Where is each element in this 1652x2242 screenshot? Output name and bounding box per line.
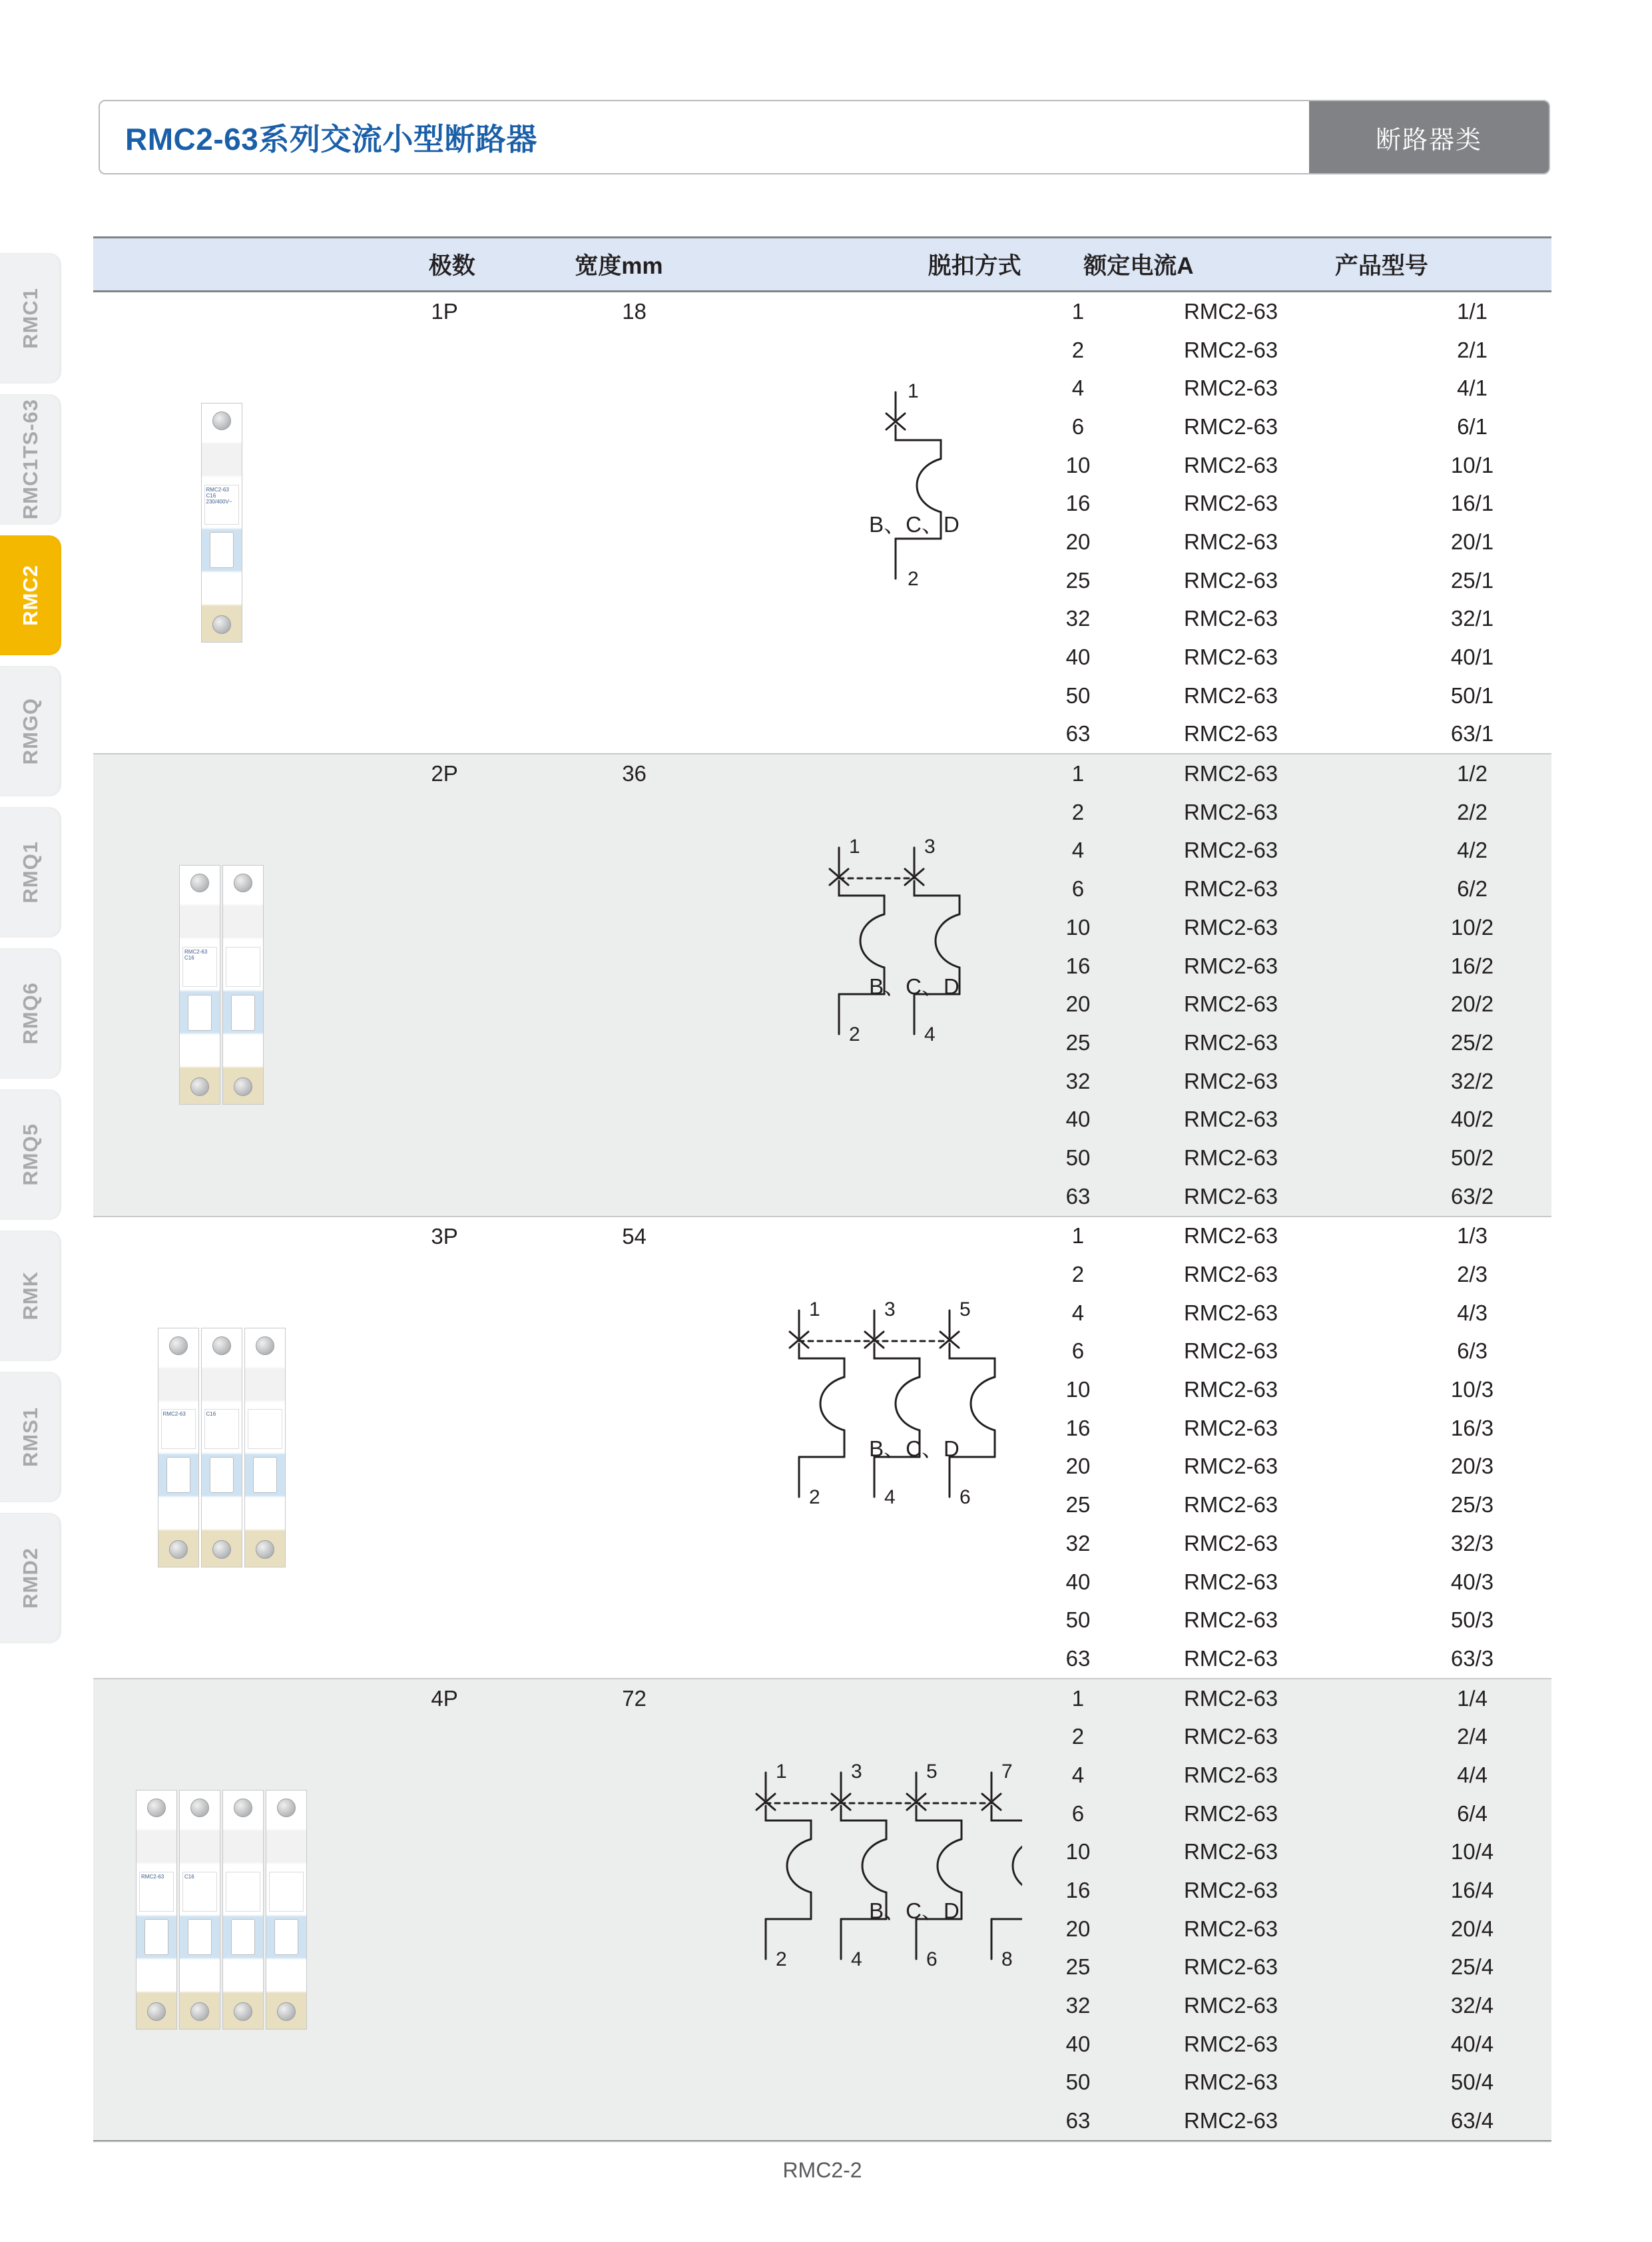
- sidebar-item-label: RMS1: [19, 1406, 42, 1468]
- model-value: RMC2-63: [1183, 876, 1278, 902]
- product-photo-4p: RMC2-63 C16: [93, 1679, 350, 2140]
- model-value: RMC2-63: [1183, 799, 1278, 824]
- svg-text:2: 2: [849, 1023, 860, 1046]
- svg-text:1: 1: [776, 1760, 787, 1783]
- table-row: [999, 2025, 1551, 2064]
- model-suffix: 2/3: [1457, 1262, 1488, 1287]
- table-row: [999, 369, 1551, 408]
- width-value: 18: [622, 299, 647, 324]
- sidebar-item-rmc1[interactable]: [0, 253, 61, 384]
- current-value: 40: [1065, 1107, 1091, 1132]
- table-row: [999, 985, 1551, 1023]
- svg-text:2: 2: [809, 1486, 820, 1508]
- table-row: [999, 523, 1551, 561]
- model-suffix: 63/2: [1450, 1183, 1494, 1209]
- trip-type-3p: B、C、D: [869, 1436, 960, 1462]
- table-row: [999, 1986, 1551, 2025]
- model-value: RMC2-63: [1183, 683, 1278, 708]
- model-suffix: 20/3: [1450, 1454, 1494, 1479]
- sidebar-item-rmq1[interactable]: [0, 807, 61, 938]
- model-value: RMC2-63: [1183, 1645, 1278, 1671]
- page-header: [99, 100, 1550, 174]
- current-value: 10: [1065, 914, 1091, 940]
- current-value: 20: [1065, 1916, 1091, 1941]
- model-suffix: 2/2: [1457, 799, 1488, 824]
- model-value: RMC2-63: [1183, 1607, 1278, 1633]
- current-value: 32: [1065, 606, 1091, 631]
- column-header-trip: 脱扣方式: [928, 253, 1021, 279]
- model-suffix: 6/2: [1457, 876, 1488, 902]
- model-value: RMC2-63: [1183, 1569, 1278, 1594]
- model-suffix: 16/2: [1450, 953, 1494, 978]
- current-value: 10: [1065, 1839, 1091, 1864]
- current-value: 1: [1071, 298, 1085, 324]
- model-value: RMC2-63: [1183, 1145, 1278, 1170]
- model-suffix: 20/1: [1450, 529, 1494, 554]
- current-value: 16: [1065, 491, 1091, 516]
- table-group-4p: [93, 1679, 1551, 2142]
- circuit-symbol-1p: [856, 379, 1029, 645]
- table-row: [999, 1910, 1551, 1948]
- model-suffix: 63/1: [1450, 721, 1494, 746]
- model-suffix: 1/3: [1457, 1223, 1488, 1249]
- category-badge: 断路器类: [1309, 101, 1549, 173]
- model-value: RMC2-63: [1183, 1300, 1278, 1325]
- current-value: 32: [1065, 1068, 1091, 1093]
- current-value: 63: [1065, 1645, 1091, 1671]
- sidebar-item-label: RMQ1: [19, 841, 42, 904]
- current-value: 6: [1071, 1801, 1085, 1826]
- table-row: [999, 408, 1551, 446]
- model-value: RMC2-63: [1183, 1223, 1278, 1249]
- sidebar-item-rmk[interactable]: [0, 1231, 61, 1361]
- column-header-poles: 极数: [428, 253, 475, 279]
- current-value: 4: [1071, 1762, 1085, 1787]
- model-suffix: 50/3: [1450, 1607, 1494, 1633]
- poles-value: 3P: [431, 1223, 458, 1249]
- table-row: [999, 331, 1551, 370]
- model-suffix: 6/1: [1457, 414, 1488, 439]
- model-value: RMC2-63: [1183, 1492, 1278, 1518]
- current-value: 25: [1065, 1029, 1091, 1055]
- current-value: 2: [1071, 799, 1085, 824]
- trip-type-4p: B、C、D: [869, 1898, 960, 1924]
- current-value: 6: [1071, 876, 1085, 902]
- table-row: [999, 1448, 1551, 1486]
- table-row: [999, 1370, 1551, 1409]
- model-value: RMC2-63: [1183, 1530, 1278, 1555]
- current-value: 1: [1071, 1685, 1085, 1711]
- sidebar-item-label: RMQ5: [19, 1123, 42, 1186]
- column-header-width: 宽度mm: [575, 253, 663, 279]
- table-row: [999, 1409, 1551, 1448]
- svg-text:6: 6: [926, 1948, 938, 1970]
- current-value: 1: [1071, 1223, 1085, 1249]
- table-row: [999, 1486, 1551, 1524]
- table-group-1p: [93, 292, 1551, 754]
- product-photo-3p: RMC2-63 C16: [93, 1217, 350, 1678]
- poles-value: 4P: [431, 1685, 458, 1711]
- model-value: RMC2-63: [1183, 1839, 1278, 1864]
- model-value: RMC2-63: [1183, 2070, 1278, 2095]
- table-row: [999, 1023, 1551, 1062]
- svg-text:7: 7: [1001, 1760, 1013, 1783]
- model-value: RMC2-63: [1183, 491, 1278, 516]
- current-value: 20: [1065, 529, 1091, 554]
- svg-text:1: 1: [908, 380, 919, 402]
- model-suffix: 25/3: [1450, 1492, 1494, 1518]
- model-value: RMC2-63: [1183, 991, 1278, 1017]
- table-row: [999, 484, 1551, 523]
- model-suffix: 2/1: [1457, 337, 1488, 362]
- sidebar-item-rmc2[interactable]: [0, 535, 61, 655]
- model-suffix: 40/3: [1450, 1569, 1494, 1594]
- model-value: RMC2-63: [1183, 606, 1278, 631]
- table-row: [999, 1294, 1551, 1332]
- model-suffix: 4/3: [1457, 1300, 1488, 1325]
- table-row: [999, 832, 1551, 870]
- table-row: [999, 1717, 1551, 1756]
- table-row: [999, 2064, 1551, 2102]
- sidebar-item-rmq6[interactable]: [0, 948, 61, 1079]
- current-value: 20: [1065, 1454, 1091, 1479]
- table-row: [999, 1639, 1551, 1678]
- sidebar-item-rmq5[interactable]: [0, 1089, 61, 1220]
- model-suffix: 6/4: [1457, 1801, 1488, 1826]
- rows-4p: [999, 1679, 1551, 2140]
- table-row: [999, 600, 1551, 639]
- table-row: [999, 1756, 1551, 1795]
- poles-value: 2P: [431, 761, 458, 786]
- model-suffix: 10/3: [1450, 1377, 1494, 1402]
- model-suffix: 10/2: [1450, 914, 1494, 940]
- width-value: 72: [622, 1685, 647, 1711]
- page-number: RMC2-2: [782, 2158, 862, 2182]
- model-value: RMC2-63: [1183, 298, 1278, 324]
- model-suffix: 1/2: [1457, 761, 1488, 786]
- table-row: [999, 793, 1551, 832]
- model-value: RMC2-63: [1183, 1029, 1278, 1055]
- model-suffix: 25/1: [1450, 567, 1494, 593]
- svg-text:5: 5: [960, 1298, 971, 1320]
- table-group-3p: [93, 1217, 1551, 1679]
- current-value: 50: [1065, 2070, 1091, 2095]
- model-value: RMC2-63: [1183, 1993, 1278, 2018]
- model-suffix: 50/1: [1450, 683, 1494, 708]
- svg-text:2: 2: [776, 1948, 787, 1970]
- model-suffix: 20/4: [1450, 1916, 1494, 1941]
- model-value: RMC2-63: [1183, 1801, 1278, 1826]
- sidebar-item-label: RMK: [19, 1271, 42, 1320]
- model-suffix: 6/3: [1457, 1338, 1488, 1364]
- current-value: 50: [1065, 1145, 1091, 1170]
- model-value: RMC2-63: [1183, 414, 1278, 439]
- sidebar-item-rms1[interactable]: [0, 1372, 61, 1502]
- current-value: 25: [1065, 567, 1091, 593]
- table-row: [999, 870, 1551, 908]
- table-row: [999, 2102, 1551, 2140]
- model-suffix: 2/4: [1457, 1724, 1488, 1749]
- model-suffix: 10/1: [1450, 452, 1494, 477]
- width-value: 54: [622, 1223, 647, 1249]
- svg-text:3: 3: [924, 836, 936, 858]
- current-value: 4: [1071, 838, 1085, 863]
- sidebar-item-label: RMC2: [19, 565, 42, 626]
- table-row: [999, 677, 1551, 715]
- table-row: [999, 1217, 1551, 1256]
- circuit-symbol-2p: [816, 834, 1015, 1101]
- model-suffix: 32/2: [1450, 1068, 1494, 1093]
- trip-type-1p: B、C、D: [869, 511, 960, 537]
- table-row: [999, 908, 1551, 947]
- model-suffix: 16/4: [1450, 1878, 1494, 1903]
- model-value: RMC2-63: [1183, 1685, 1278, 1711]
- model-suffix: 50/4: [1450, 2070, 1494, 2095]
- model-suffix: 40/1: [1450, 645, 1494, 670]
- model-value: RMC2-63: [1183, 721, 1278, 746]
- side-tab-rail: [0, 253, 64, 1654]
- model-suffix: 32/3: [1450, 1530, 1494, 1555]
- current-value: 10: [1065, 452, 1091, 477]
- sidebar-item-label: RMGQ: [19, 697, 42, 765]
- model-value: RMC2-63: [1183, 2108, 1278, 2133]
- rows-1p: [999, 292, 1551, 753]
- current-value: 63: [1065, 721, 1091, 746]
- model-value: RMC2-63: [1183, 1916, 1278, 1941]
- model-value: RMC2-63: [1183, 838, 1278, 863]
- svg-text:2: 2: [908, 568, 919, 590]
- current-value: 2: [1071, 1724, 1085, 1749]
- svg-text:4: 4: [924, 1023, 936, 1046]
- model-suffix: 4/4: [1457, 1762, 1488, 1787]
- current-value: 25: [1065, 1492, 1091, 1518]
- model-value: RMC2-63: [1183, 1415, 1278, 1440]
- model-suffix: 10/4: [1450, 1839, 1494, 1864]
- table-row: [999, 1177, 1551, 1216]
- table-row: [999, 715, 1551, 754]
- current-value: 2: [1071, 1262, 1085, 1287]
- current-value: 50: [1065, 1607, 1091, 1633]
- sidebar-item-rmc1ts-63[interactable]: [0, 394, 61, 525]
- model-value: RMC2-63: [1183, 1107, 1278, 1132]
- model-suffix: 4/2: [1457, 838, 1488, 863]
- model-value: RMC2-63: [1183, 1762, 1278, 1787]
- model-value: RMC2-63: [1183, 1183, 1278, 1209]
- table-row: [999, 638, 1551, 677]
- svg-text:1: 1: [849, 836, 860, 858]
- current-value: 63: [1065, 2108, 1091, 2133]
- trip-type-2p: B、C、D: [869, 974, 960, 999]
- table-row: [999, 292, 1551, 331]
- table-row: [999, 1139, 1551, 1177]
- model-value: RMC2-63: [1183, 1338, 1278, 1364]
- model-suffix: 32/1: [1450, 606, 1494, 631]
- current-value: 1: [1071, 761, 1085, 786]
- current-value: 16: [1065, 1878, 1091, 1903]
- current-value: 16: [1065, 953, 1091, 978]
- current-value: 40: [1065, 2031, 1091, 2056]
- current-value: 25: [1065, 1954, 1091, 1980]
- model-value: RMC2-63: [1183, 337, 1278, 362]
- current-value: 63: [1065, 1183, 1091, 1209]
- model-value: RMC2-63: [1183, 1724, 1278, 1749]
- model-value: RMC2-63: [1183, 1377, 1278, 1402]
- current-value: 4: [1071, 376, 1085, 401]
- model-suffix: 63/4: [1450, 2108, 1494, 2133]
- model-value: RMC2-63: [1183, 1068, 1278, 1093]
- model-suffix: 25/4: [1450, 1954, 1494, 1980]
- table-row: [999, 561, 1551, 600]
- model-value: RMC2-63: [1183, 645, 1278, 670]
- model-suffix: 4/1: [1457, 376, 1488, 401]
- table-row: [999, 1948, 1551, 1987]
- model-suffix: 32/4: [1450, 1993, 1494, 2018]
- product-photo-1p: RMC2-63 C16 230/400V~: [93, 292, 350, 753]
- sidebar-item-label: RMD2: [19, 1547, 42, 1609]
- model-value: RMC2-63: [1183, 376, 1278, 401]
- sidebar-item-label: RMQ6: [19, 982, 42, 1045]
- model-value: RMC2-63: [1183, 529, 1278, 554]
- sidebar-item-label: RMC1TS-63: [19, 399, 42, 520]
- column-header-model: 产品型号: [1334, 253, 1428, 279]
- model-suffix: 40/4: [1450, 2031, 1494, 2056]
- table-row: [999, 1795, 1551, 1833]
- model-value: RMC2-63: [1183, 1454, 1278, 1479]
- poles-value: 1P: [431, 299, 458, 324]
- model-suffix: 50/2: [1450, 1145, 1494, 1170]
- page-title: RMC2-63系列交流小型断路器: [125, 122, 537, 156]
- model-value: RMC2-63: [1183, 953, 1278, 978]
- model-value: RMC2-63: [1183, 1954, 1278, 1980]
- model-value: RMC2-63: [1183, 567, 1278, 593]
- current-value: 40: [1065, 1569, 1091, 1594]
- table-row: [999, 1601, 1551, 1639]
- model-value: RMC2-63: [1183, 2031, 1278, 2056]
- table-row: [999, 754, 1551, 793]
- column-header-current: 额定电流A: [1083, 253, 1194, 279]
- table-row: [999, 1679, 1551, 1718]
- spec-table: [93, 236, 1551, 2142]
- model-suffix: 25/2: [1450, 1029, 1494, 1055]
- table-row: [999, 1062, 1551, 1101]
- svg-text:1: 1: [809, 1298, 820, 1320]
- model-suffix: 1/1: [1457, 298, 1488, 324]
- sidebar-item-rmd2[interactable]: [0, 1513, 61, 1643]
- svg-text:3: 3: [851, 1760, 862, 1783]
- table-row: [999, 1563, 1551, 1601]
- svg-text:8: 8: [1001, 1948, 1013, 1970]
- page-footer: [93, 2141, 1551, 2183]
- table-row: [999, 947, 1551, 985]
- circuit-symbol-3p: [776, 1297, 1015, 1563]
- table-row: [999, 1100, 1551, 1139]
- current-value: 6: [1071, 1338, 1085, 1364]
- current-value: 4: [1071, 1300, 1085, 1325]
- svg-text:4: 4: [884, 1486, 896, 1508]
- table-row: [999, 1833, 1551, 1872]
- current-value: 20: [1065, 991, 1091, 1017]
- model-suffix: 20/2: [1450, 991, 1494, 1017]
- svg-text:4: 4: [851, 1948, 862, 1970]
- sidebar-item-rmgq[interactable]: [0, 666, 61, 796]
- product-photo-2p: RMC2-63 C16: [93, 754, 350, 1215]
- model-suffix: 40/2: [1450, 1107, 1494, 1132]
- model-value: RMC2-63: [1183, 1878, 1278, 1903]
- current-value: 16: [1065, 1415, 1091, 1440]
- model-suffix: 1/4: [1457, 1685, 1488, 1711]
- circuit-symbol-4p: [742, 1759, 1022, 2026]
- table-row: [999, 1332, 1551, 1371]
- table-group-2p: [93, 754, 1551, 1217]
- current-value: 32: [1065, 1993, 1091, 2018]
- sidebar-item-label: RMC1: [19, 288, 42, 349]
- table-row: [999, 1255, 1551, 1294]
- model-value: RMC2-63: [1183, 1262, 1278, 1287]
- current-value: 32: [1065, 1530, 1091, 1555]
- model-suffix: 16/3: [1450, 1415, 1494, 1440]
- table-row: [999, 1524, 1551, 1563]
- model-suffix: 63/3: [1450, 1645, 1494, 1671]
- current-value: 10: [1065, 1377, 1091, 1402]
- rows-3p: [999, 1217, 1551, 1678]
- svg-text:6: 6: [960, 1486, 971, 1508]
- model-value: RMC2-63: [1183, 452, 1278, 477]
- rows-2p: [999, 754, 1551, 1215]
- table-row: [999, 446, 1551, 485]
- current-value: 6: [1071, 414, 1085, 439]
- table-row: [999, 1871, 1551, 1910]
- model-suffix: 16/1: [1450, 491, 1494, 516]
- svg-text:5: 5: [926, 1760, 938, 1783]
- table-header-row: [93, 236, 1551, 292]
- current-value: 40: [1065, 645, 1091, 670]
- current-value: 50: [1065, 683, 1091, 708]
- width-value: 36: [622, 761, 647, 786]
- model-value: RMC2-63: [1183, 761, 1278, 786]
- model-value: RMC2-63: [1183, 914, 1278, 940]
- svg-text:3: 3: [884, 1298, 896, 1320]
- current-value: 2: [1071, 337, 1085, 362]
